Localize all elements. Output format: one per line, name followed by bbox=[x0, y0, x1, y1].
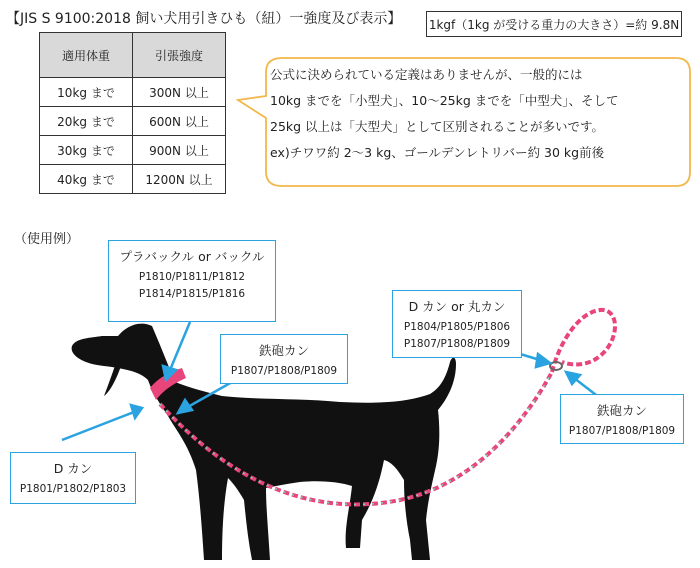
strength-table bbox=[39, 32, 226, 194]
page-title: 【JIS S 9100:2018 飼い犬用引きひも（紐）一強度及び表示】 bbox=[6, 11, 402, 27]
table-row bbox=[40, 165, 226, 194]
callout-name: 鉄砲カン bbox=[258, 343, 309, 358]
callout-swivel-collar bbox=[220, 334, 348, 384]
bubble-text bbox=[270, 62, 690, 166]
leash-loop bbox=[552, 310, 615, 372]
callout-code: P1804/P1805/P1806 bbox=[403, 321, 511, 333]
table-row bbox=[40, 136, 226, 165]
callout-name: 鉄砲カン bbox=[596, 403, 647, 418]
unit-note: 1kgf（1kg が受ける重力の大きさ）=約 9.8N bbox=[426, 11, 682, 37]
table-cell: 10kg まで bbox=[40, 78, 133, 107]
callout-swivel-leash bbox=[560, 394, 684, 444]
bubble-line: 10kg までを「小型犬」、10〜25kg までを「中型犬」、そして bbox=[270, 93, 619, 108]
table-row bbox=[40, 78, 226, 107]
table-cell: 900N 以上 bbox=[133, 136, 226, 165]
callout-buckle bbox=[108, 240, 276, 322]
table-header-row bbox=[40, 33, 226, 78]
column-header-weight: 適用体重 bbox=[40, 33, 133, 78]
callout-code: P1810/P1811/P1812 bbox=[138, 271, 246, 283]
callout-code: P1807/P1808/P1809 bbox=[568, 425, 676, 437]
callout-code: P1807/P1808/P1809 bbox=[230, 365, 338, 377]
column-header-strength: 引張強度 bbox=[133, 33, 226, 78]
table-cell: 20kg まで bbox=[40, 107, 133, 136]
bubble-line: ex)チワワ約 2〜3 kg、ゴールデンレトリバー約 30 kg前後 bbox=[270, 145, 605, 160]
table-cell: 40kg まで bbox=[40, 165, 133, 194]
callout-d-ring bbox=[10, 452, 136, 504]
bubble-line: 公式に決められている定義はありませんが、一般的には bbox=[270, 67, 583, 82]
callout-code: P1801/P1802/P1803 bbox=[19, 483, 127, 495]
table-row bbox=[40, 107, 226, 136]
callout-name: D カン or 丸カン bbox=[408, 299, 506, 314]
callout-d-or-round-ring bbox=[392, 290, 522, 358]
callout-code: P1807/P1808/P1809 bbox=[403, 338, 511, 350]
callout-name: D カン bbox=[53, 461, 93, 476]
callout-code: P1814/P1815/P1816 bbox=[138, 288, 246, 300]
table-cell: 30kg まで bbox=[40, 136, 133, 165]
table-cell: 1200N 以上 bbox=[133, 165, 226, 194]
example-label: （使用例） bbox=[14, 232, 80, 247]
table-cell: 300N 以上 bbox=[133, 78, 226, 107]
callout-name: プラバックル or バックル bbox=[119, 249, 265, 264]
bubble-line: 25kg 以上は「大型犬」として区別されることが多いです。 bbox=[270, 119, 605, 134]
table-cell: 600N 以上 bbox=[133, 107, 226, 136]
